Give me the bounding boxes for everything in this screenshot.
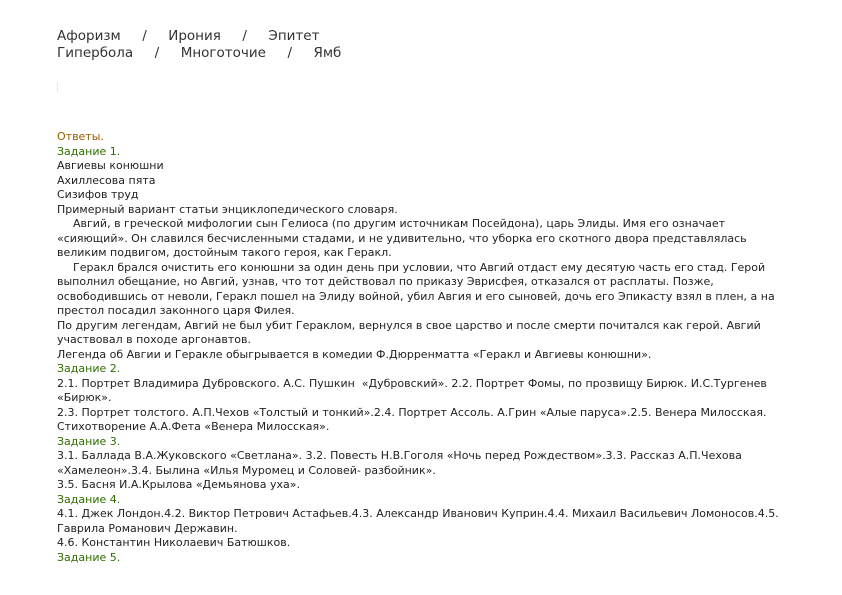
augeas-paragraph-4: Легенда об Авгии и Геракле обыгрывается в комедии Ф.Дюрренматта «Геракл и Авгиевы конюшни».	[57, 347, 652, 361]
task-2-line: 2.3. Портрет толстого. А.П.Чехов «Толстый и тонкий».2.4. Портрет Ассоль. А.Грин «Алые паруса».2.5. Венера Милосская. Стихотворение А.А.Фета «Венера Милосская».	[57, 405, 770, 433]
term-separator: /	[242, 28, 247, 44]
task-1-line: Ахиллесова пята	[57, 173, 156, 187]
term-hyperbole: Гипербола	[57, 45, 134, 61]
task-2-line: 2.1. Портрет Владимира Дубровского. А.С. Пушкин «Дубровский». 2.2. Портрет Фомы, по прозвищу Бирюк. И.С.Тургенев «Бирюк».	[57, 376, 771, 404]
augeas-paragraph-2-text: Геракл брался очистить его конюшни за один день при условии, что Авгий отдаст ему десятую часть его стад. Герой выполнил обещание, но Авгий, узнав, что тот действовал по приказу Эврисфея, отказался от расплаты. Позже, освободившись от неволи, Геракл пошел на Элиду войной, убил Авгия и его сыновей, дочь его Эпикасту взял в плен, а на престол посадил законного царя Филея.	[57, 260, 779, 317]
task-3-heading: Задание 3.	[57, 434, 121, 448]
augeas-paragraph-3: По другим легендам, Авгий не был убит Гераклом, вернулся в свое царство и после смерти почитался как герой. Авгий участвовал в походе аргонавтов.	[57, 318, 765, 346]
term-ellipsis: Многоточие	[180, 45, 266, 61]
augeas-paragraph-1	[57, 217, 792, 261]
answers-title: Ответы.	[57, 130, 104, 143]
task-1-line: Авгиевы конюшни	[57, 159, 164, 172]
term-separator: /	[154, 45, 160, 61]
task-1-line: Сизифов труд	[57, 188, 139, 201]
augeas-paragraph-1-text: Авгий, в греческой мифологии сын Гелиоса (по другим источникам Посейдона), царь Элиды. Имя его означает «сияющий». Он славился бесчисленными стадами, и не удивительно, что уборка его скотного двора представлялась великим подвигом, достойным такого героя, как Геракл.	[57, 217, 751, 259]
task-4-line: 4.6. Константин Николаевич Батюшков.	[57, 536, 291, 549]
task-3-line: 3.1. Баллада В.А.Жуковского «Светлана». 3.2. Повесть Н.В.Гоголя «Ночь перед Рождеством».3.3. Рассказ А.П.Чехова «Хамелеон».3.4. Былина «Илья Муромец и Соловей- разбойник».	[57, 449, 746, 477]
task-4-heading: Задание 4.	[57, 492, 121, 506]
task-3-line: 3.5. Басня И.А.Крылова «Демьянова уха».	[57, 478, 300, 491]
task-4-line: 4.1. Джек Лондон.4.2. Виктор Петрович Астафьев.4.3. Александр Иванович Куприн.4.4. Михаил Васильевич Ломоносов.4.5. Гаврила Романович Державин.	[57, 507, 783, 535]
text-cursor-mark	[57, 82, 58, 92]
task-5-heading: Задание 5.	[57, 550, 121, 564]
term-aphorism: Афоризм	[57, 28, 121, 44]
task-1-heading: Задание 1.	[57, 144, 121, 158]
task-2-heading: Задание 2.	[57, 362, 121, 375]
terms-header	[57, 28, 341, 62]
term-irony: Ирония	[168, 28, 221, 44]
term-epithet: Эпитет	[268, 28, 320, 44]
term-separator: /	[287, 45, 292, 61]
terms-row-1	[57, 28, 341, 45]
answers-section	[57, 130, 792, 565]
term-iamb: Ямб	[313, 45, 342, 61]
augeas-paragraph-2	[57, 261, 792, 319]
term-separator: /	[142, 28, 147, 44]
terms-row-2	[57, 45, 341, 62]
task-1-line: Примерный вариант статьи энциклопедического словаря.	[57, 202, 398, 216]
